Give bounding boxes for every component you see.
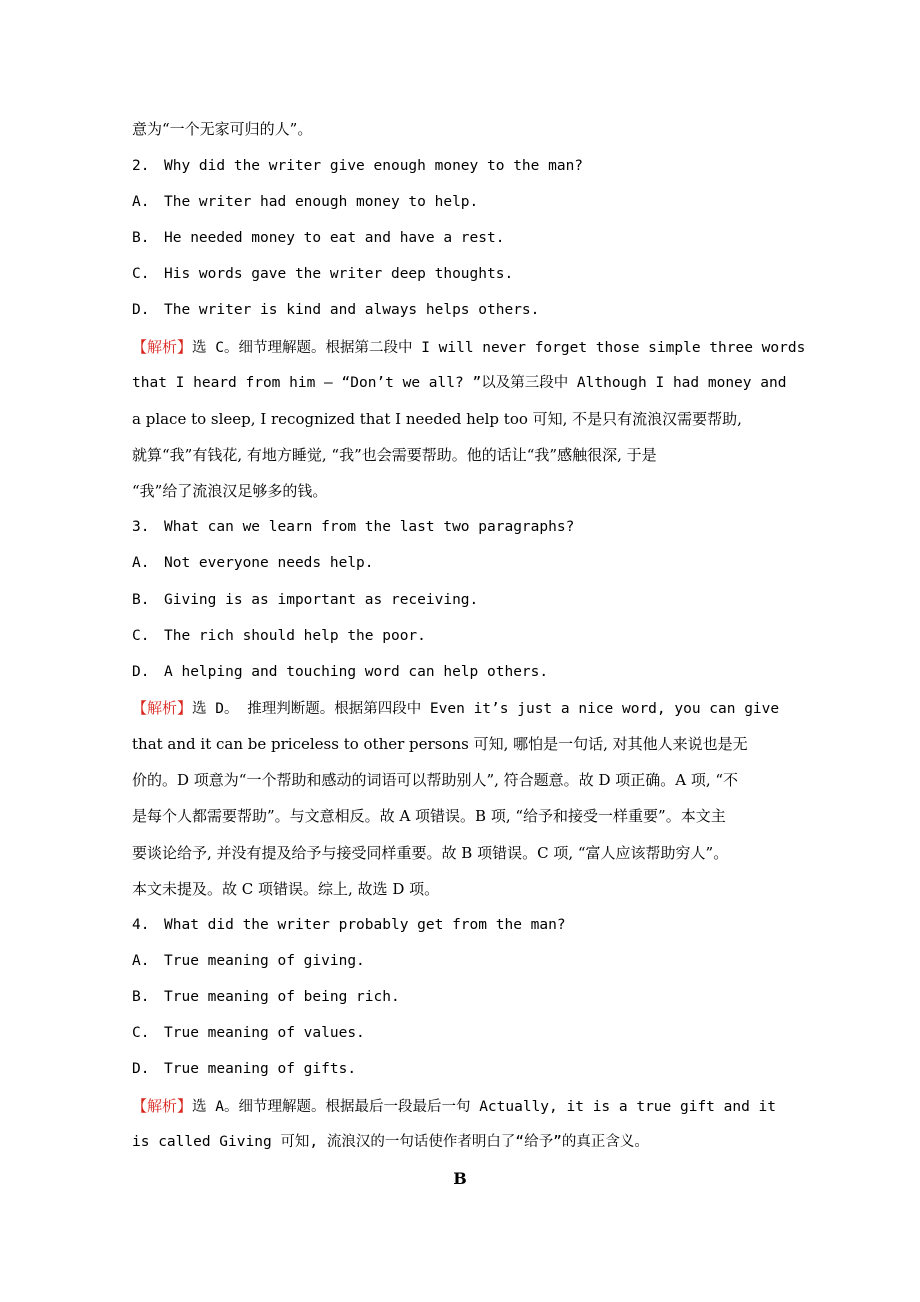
option-label: D. <box>132 1061 150 1077</box>
option-c <box>132 1023 812 1043</box>
option-b <box>132 987 812 1007</box>
analysis-line: “我”给了流浪汉足够多的钱。 <box>132 482 328 500</box>
option-text: The rich should help the poor. <box>164 628 426 644</box>
option-text: His words gave the writer deep thoughts. <box>164 266 514 282</box>
option-label: C. <box>132 1025 150 1041</box>
option-text: True meaning of gifts. <box>164 1061 357 1077</box>
option-d <box>132 300 812 320</box>
analysis-line <box>132 1096 812 1117</box>
analysis-line: 价的。D 项意为“一个帮助和感动的词语可以帮助别人”, 符合题意。故 D 项正确。A 项, “不 <box>132 771 739 789</box>
analysis-line: 要谈论给予, 并没有提及给予与接受同样重要。故 B 项错误。C 项, “富人应该帮助穷人”。 <box>132 844 729 862</box>
question-text: What can we learn from the last two paragraphs? <box>164 519 575 535</box>
option-a <box>132 553 812 573</box>
option-text: A helping and touching word can help others. <box>164 664 549 680</box>
option-label: D. <box>132 664 150 680</box>
option-label: D. <box>132 302 150 318</box>
question-4 <box>132 915 812 935</box>
option-d <box>132 1059 812 1079</box>
analysis-line <box>132 337 812 358</box>
question-number: 2. <box>132 158 150 174</box>
analysis-tag: 【解析】 <box>132 699 193 717</box>
option-text: He needed money to eat and have a rest. <box>164 230 505 246</box>
option-text: True meaning of giving. <box>164 953 365 969</box>
question-2 <box>132 156 812 176</box>
intro-line: 意为“一个无家可归的人”。 <box>132 120 313 138</box>
analysis-line: 本文未提及。故 C 项错误。综上, 故选 D 项。 <box>132 880 440 898</box>
analysis-line: that and it can be priceless to other persons 可知, 哪怕是一句话, 对其他人来说也是无 <box>132 735 748 753</box>
option-label: C. <box>132 266 150 282</box>
analysis-line: 是每个人都需要帮助”。与文意相反。故 A 项错误。B 项, “给予和接受一样重要”。本文主 <box>132 807 726 825</box>
option-a <box>132 951 812 971</box>
question-text: What did the writer probably get from the man? <box>164 917 566 933</box>
question-3 <box>132 517 812 537</box>
analysis-line: that I heard from him — “Don’t we all? ”以及第三段中 Although I had money and <box>132 375 787 391</box>
analysis-tag: 【解析】 <box>132 1097 193 1115</box>
option-text: Giving is as important as receiving. <box>164 592 479 608</box>
option-label: B. <box>132 989 150 1005</box>
option-a <box>132 192 812 212</box>
analysis-line: a place to sleep, I recognized that I needed help too 可知, 不是只有流浪汉需要帮助, <box>132 410 742 428</box>
analysis-text: 选 D。 推理判断题。根据第四段中 Even it’s just a nice word, you can give <box>192 701 780 717</box>
analysis-line: is called Giving 可知, 流浪汉的一句话使作者明白了“给予”的真正含义。 <box>132 1134 649 1150</box>
analysis-text: 选 A。细节理解题。根据最后一段最后一句 Actually, it is a true gift and it <box>192 1099 777 1115</box>
option-text: The writer is kind and always helps others. <box>164 302 540 318</box>
option-c <box>132 626 812 646</box>
analysis-line: 就算“我”有钱花, 有地方睡觉, “我”也会需要帮助。他的话让“我”感触很深, 于是 <box>132 446 657 464</box>
option-d <box>132 662 812 682</box>
page-footer-letter: B <box>453 1169 467 1188</box>
option-label: C. <box>132 628 150 644</box>
analysis-line <box>132 698 812 719</box>
option-text: The writer had enough money to help. <box>164 194 479 210</box>
option-text: Not everyone needs help. <box>164 555 374 571</box>
option-text: True meaning of being rich. <box>164 989 400 1005</box>
question-number: 4. <box>132 917 150 933</box>
option-text: True meaning of values. <box>164 1025 365 1041</box>
option-label: A. <box>132 194 150 210</box>
option-b <box>132 228 812 248</box>
option-label: B. <box>132 230 150 246</box>
option-label: A. <box>132 555 150 571</box>
option-label: A. <box>132 953 150 969</box>
question-text: Why did the writer give enough money to the man? <box>164 158 584 174</box>
option-c <box>132 264 812 284</box>
analysis-text: 选 C。细节理解题。根据第二段中 I will never forget those simple three words <box>192 340 806 356</box>
option-b <box>132 590 812 610</box>
question-number: 3. <box>132 519 150 535</box>
analysis-tag: 【解析】 <box>132 338 193 356</box>
option-label: B. <box>132 592 150 608</box>
